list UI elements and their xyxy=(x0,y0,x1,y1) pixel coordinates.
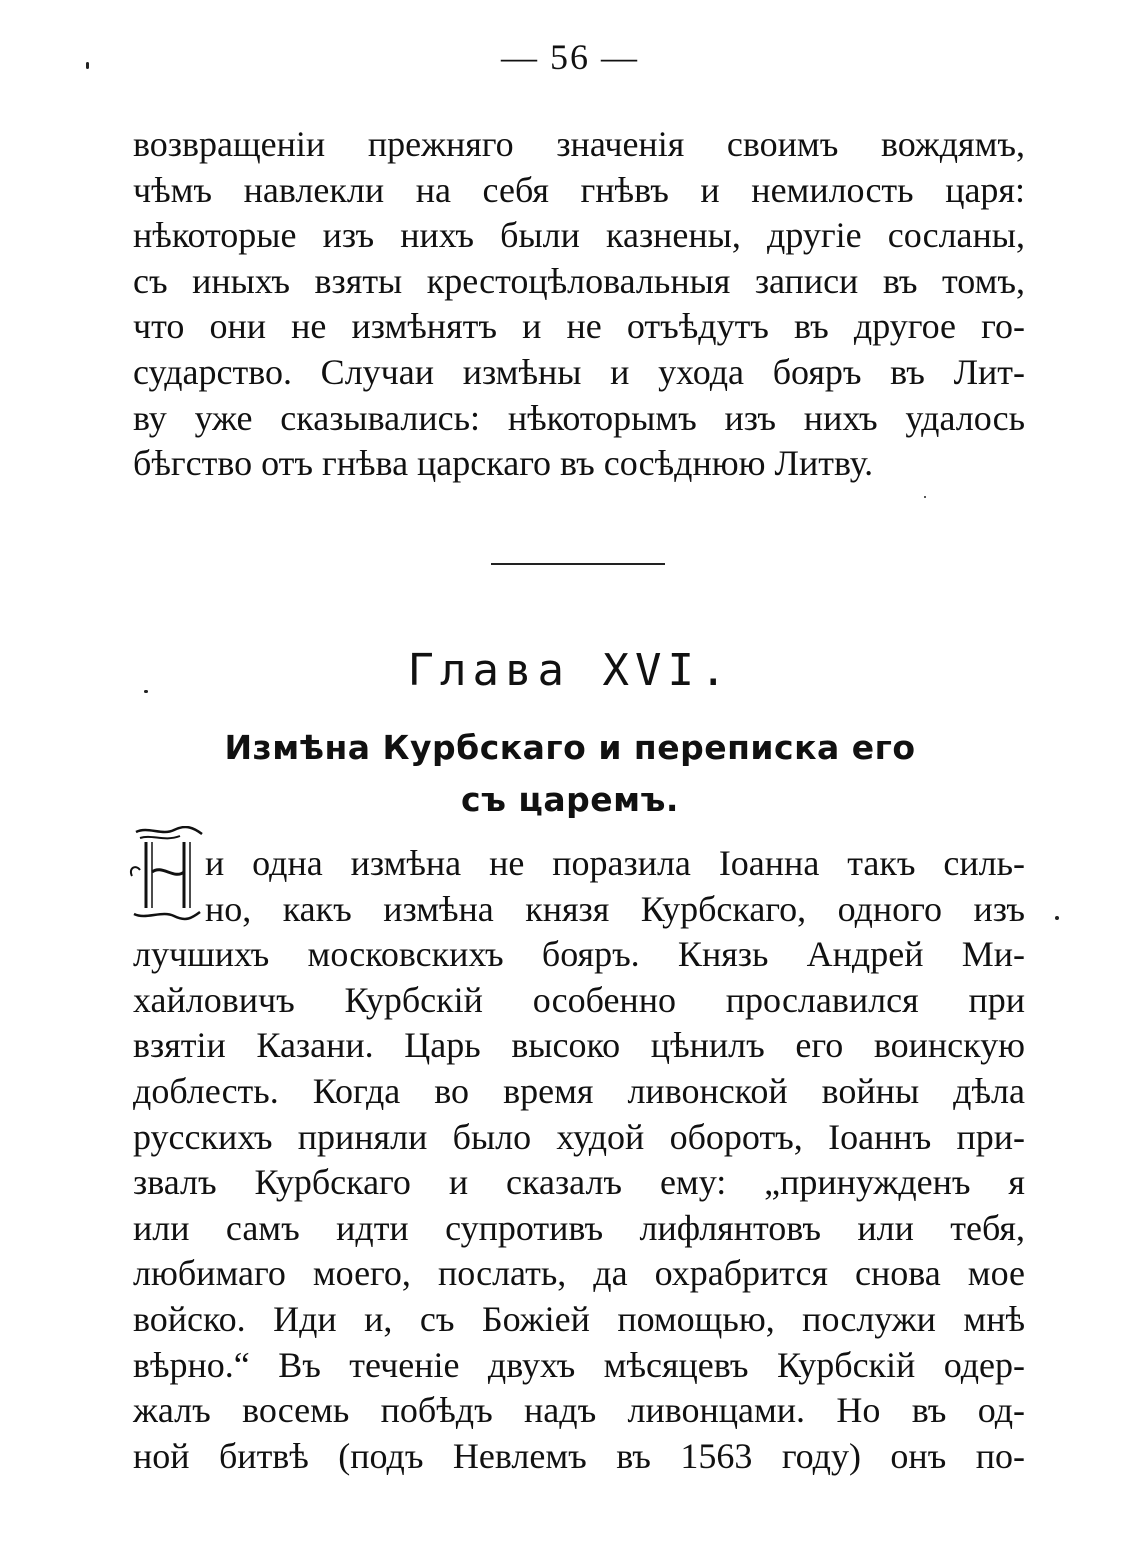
text-line: ву уже сказывались: нѣкоторымъ изъ нихъ удалось xyxy=(133,397,1025,438)
paragraph-top xyxy=(133,122,1025,487)
paragraph-main xyxy=(133,841,1025,1479)
text-line: ной битвѣ (подъ Невлемъ въ 1563 году) онъ по- xyxy=(133,1435,1025,1476)
chapter-heading: Глава XVI. xyxy=(407,645,733,696)
page-number: — 56 — xyxy=(501,37,639,77)
text-line: вѣрно.“ Въ теченіе двухъ мѣсяцевъ Курбскій одер- xyxy=(133,1344,1025,1385)
chapter-title xyxy=(0,722,1140,826)
text-line: чѣмъ навлекли на себя гнѣвъ и немилость царя: xyxy=(133,169,1025,210)
text-line: съ иныхъ взяты крестоцѣловальныя записи въ томъ, xyxy=(133,260,1025,301)
text-line: но, какъ измѣна князя Курбскаго, одного изъ xyxy=(205,888,1025,929)
text-line: жалъ восемь побѣдъ надъ ливонцами. Но въ од- xyxy=(133,1390,1025,1431)
text-line: что они не измѣнятъ и не отъѣдутъ въ другое го- xyxy=(133,306,1025,347)
print-speck xyxy=(924,496,926,498)
text-line: возвращеніи прежняго значенія своимъ вождямъ, xyxy=(133,124,1025,164)
text-line: или самъ идти супротивъ лифлянтовъ или тебя, xyxy=(133,1207,1025,1248)
chapter-title-line: съ царемъ. xyxy=(461,780,679,819)
text-line: русскихъ приняли было худой оборотъ, Іоаннъ при- xyxy=(133,1116,1025,1157)
text-line: хайловичъ Курбскій особенно прославился при xyxy=(133,979,1025,1020)
text-line: любимаго моего, послать, да охрабрится снова мое xyxy=(133,1253,1025,1294)
text-line: звалъ Курбскаго и сказалъ ему: „принужденъ я xyxy=(133,1162,1025,1203)
text-line: лучшихъ московскихъ бояръ. Князь Андрей Ми- xyxy=(133,934,1025,975)
text-line: доблесть. Когда во время ливонской войны дѣла xyxy=(133,1070,1025,1111)
print-speck xyxy=(86,62,89,69)
chapter-title-line: Измѣна Курбскаго и переписка его xyxy=(224,728,916,767)
print-speck xyxy=(144,690,148,693)
section-separator xyxy=(491,563,665,565)
text-line: взятіи Казани. Царь высоко цѣнилъ его воинскую xyxy=(133,1025,1025,1066)
print-speck xyxy=(1055,916,1059,920)
text-line: войско. Иди и, съ Божіей помощью, послужи мнѣ xyxy=(133,1298,1025,1339)
text-line: нѣкоторые изъ нихъ были казнены, другіе сосланы, xyxy=(133,215,1025,256)
text-line: и одна измѣна не поразила Іоанна такъ силь- xyxy=(205,843,1025,883)
text-line: бѣгство отъ гнѣва царскаго въ сосѣднюю Литву. xyxy=(133,443,874,484)
text-line: сударство. Случаи измѣны и ухода бояръ въ Лит- xyxy=(133,351,1025,392)
